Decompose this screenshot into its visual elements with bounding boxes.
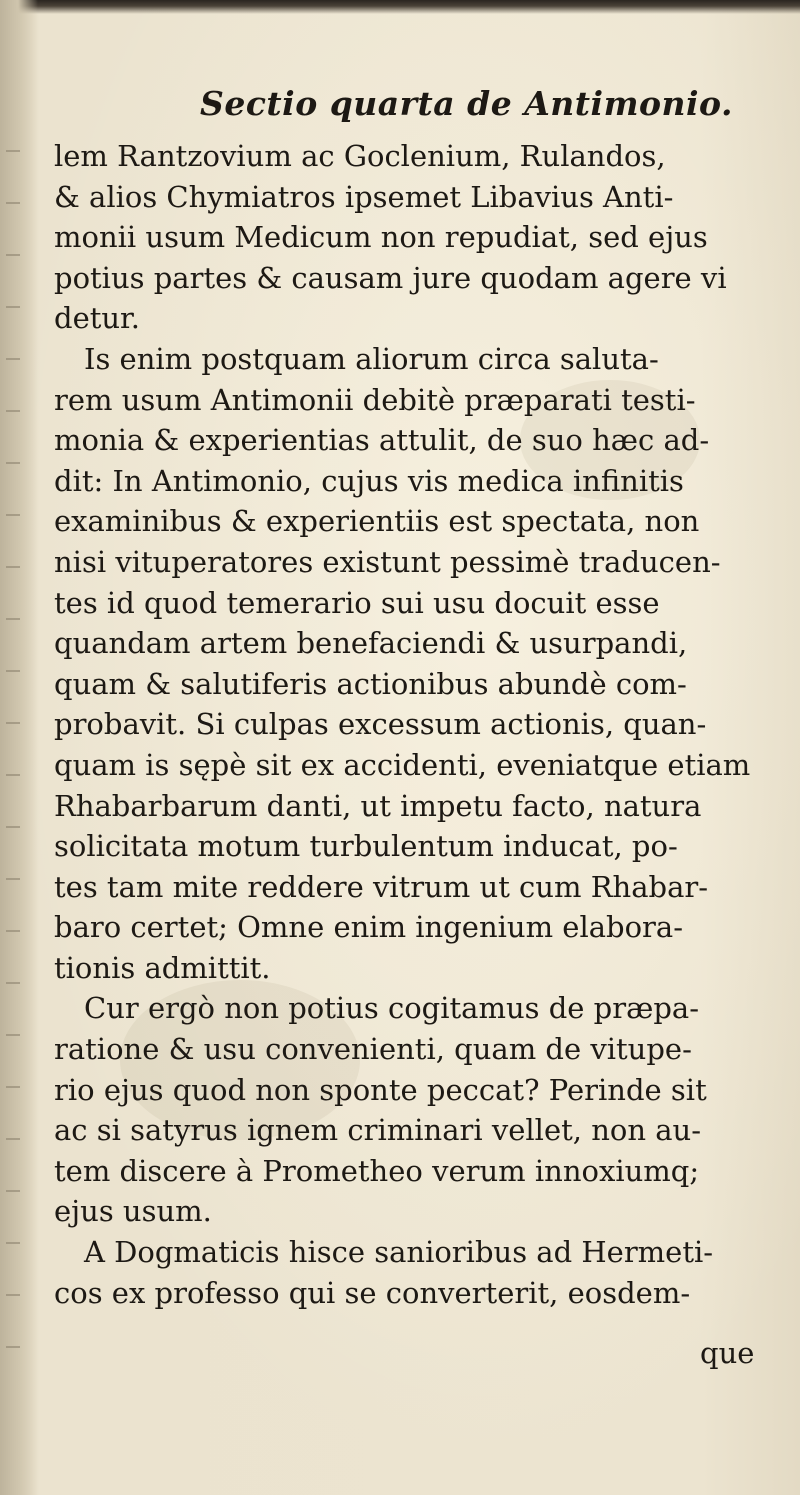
text-line: Cur ergò non potius cogitamus de præpa- [84,991,700,1026]
running-head: Sectio quarta de Antimonio. [200,84,733,123]
binding-mark [6,410,20,412]
text-line: tes tam mite reddere vitrum ut cum Rhabar- [54,869,709,904]
text-line: quam is sępè sit ex accidenti, eveniatque etiam [54,747,751,782]
binding-mark [6,306,20,308]
binding-mark [6,566,20,568]
text-line: A Dogmaticis hisce sanioribus ad Hermeti- [84,1235,714,1270]
binding-mark [6,1294,20,1296]
text-line: ratione & usu convenienti, quam de vitupe- [54,1032,692,1067]
text-line: & alios Chymiatros ipsemet Libavius Anti- [54,179,674,214]
binding-mark [6,1086,20,1088]
text-line: probavit. Si culpas excessum actionis, quan- [54,707,707,742]
text-line: monii usum Medicum non repudiat, sed ejus [54,220,708,255]
text-line: potius partes & causam jure quodam agere vi [54,260,727,295]
text-line: Is enim postquam aliorum circa saluta- [84,341,659,376]
binding-mark [6,1242,20,1244]
catchword: que [700,1336,755,1370]
binding-mark [6,1346,20,1348]
page-top-edge [0,0,800,14]
binding-mark [6,930,20,932]
text-line: quandam artem benefaciendi & usurpandi, [54,626,688,661]
text-line: rem usum Antimonii debitè præparati testi- [54,382,696,417]
binding-mark [6,774,20,776]
binding-mark [6,722,20,724]
text-line: Rhabarbarum danti, ut impetu facto, natura [54,788,702,823]
binding-mark [6,462,20,464]
text-line: tem discere à Prometheo verum innoxiumq; [54,1153,700,1188]
binding-mark [6,982,20,984]
text-line: solicitata motum turbulentum inducat, po- [54,829,678,864]
binding-mark [6,202,20,204]
binding-mark [6,618,20,620]
text-line: examinibus & experientiis est spectata, non [54,504,700,539]
text-line: baro certet; Omne enim ingenium elabora- [54,910,684,945]
binding-mark [6,670,20,672]
binding-mark [6,826,20,828]
binding-mark [6,1034,20,1036]
text-line: detur. [54,301,140,336]
text-line: quam & salutiferis actionibus abundè com- [54,666,687,701]
text-line: monia & experientias attulit, de suo hæc ad- [54,423,710,458]
body-text [54,136,794,1313]
binding-mark [6,358,20,360]
text-line: lem Rantzovium ac Goclenium, Rulandos, [54,139,666,173]
binding-mark [6,254,20,256]
text-line: ac si satyrus ignem criminari vellet, non au- [54,1113,701,1148]
binding-mark [6,878,20,880]
text-line: tes id quod temerario sui usu docuit esse [54,585,660,620]
text-line: tionis admittit. [54,950,271,985]
binding-mark [6,514,20,516]
binding-mark [6,1190,20,1192]
page-binding-edge [0,0,38,1495]
text-line: ejus usum. [54,1194,212,1229]
text-line: cos ex professo qui se converterit, eosdem- [54,1275,691,1310]
text-line: nisi vituperatores existunt pessimè traducen- [54,544,721,579]
binding-mark [6,150,20,152]
text-line: rio ejus quod non sponte peccat? Perinde sit [54,1072,707,1107]
binding-mark [6,1138,20,1140]
text-line: dit: In Antimonio, cujus vis medica infinitis [54,463,684,498]
